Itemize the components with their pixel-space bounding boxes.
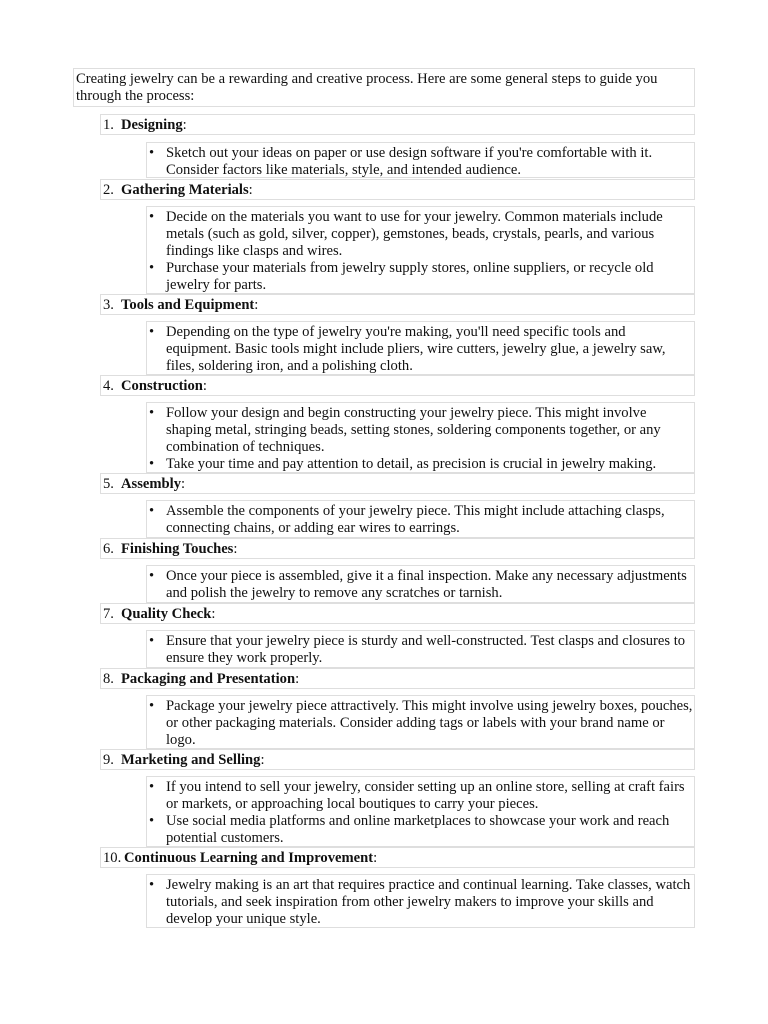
- step-title: Designing: [121, 117, 183, 133]
- step-title: Assembly: [121, 476, 181, 492]
- step-number: 3.: [103, 297, 114, 313]
- bullet-list: [146, 776, 695, 847]
- step-title: Gathering Materials: [121, 182, 249, 198]
- bullet-list: [146, 142, 695, 178]
- step-title: Continuous Learning and Improvement: [124, 850, 374, 866]
- step-heading: 7. Quality Check:: [100, 603, 695, 624]
- bullet-item: • Decide on the materials you want to use for your jewelry. Common materials include metals (such as gold, silver, copper), gemstones, beads, crystals, pearls, and various findings like clasps and wires.: [147, 209, 694, 260]
- step-number: 10.: [103, 850, 122, 866]
- step-title: Packaging and Presentation: [121, 671, 296, 687]
- bullet-item: • Sketch out your ideas on paper or use design software if you're comfortable with it. Consider factors like materials, style, and intended audience.: [147, 145, 694, 179]
- step-title: Construction: [121, 378, 203, 394]
- step-number: 6.: [103, 541, 114, 557]
- bullet-item: • Take your time and pay attention to detail, as precision is crucial in jewelry making.: [147, 456, 694, 473]
- bullet-list: [146, 695, 695, 749]
- step-heading: 5. Assembly:: [100, 473, 695, 494]
- bullet-item: • Depending on the type of jewelry you're making, you'll need specific tools and equipment. Basic tools might include pliers, wire cutters, jewelry glue, a jewelry saw, files, soldering iron, and a polishing cloth.: [147, 324, 694, 375]
- bullet-list: [146, 874, 695, 928]
- step-heading: 1. Designing:: [100, 114, 695, 135]
- step-title: Tools and Equipment: [121, 297, 255, 313]
- bullet-list: [146, 630, 695, 668]
- step-title: Marketing and Selling: [121, 752, 261, 768]
- bullet-item: • Assemble the components of your jewelry piece. This might include attaching clasps, connecting chains, or adding ear wires to earrings.: [147, 503, 694, 537]
- step-number: 9.: [103, 752, 114, 768]
- step-number: 8.: [103, 671, 114, 687]
- step-number: 2.: [103, 182, 114, 198]
- bullet-item: • Follow your design and begin constructing your jewelry piece. This might involve shaping metal, stringing beads, setting stones, soldering components together, or any combination of techniques.: [147, 405, 694, 456]
- bullet-item: • Jewelry making is an art that requires practice and continual learning. Take classes, watch tutorials, and seek inspiration from other jewelry makers to improve your skills and develop your unique style.: [147, 877, 694, 928]
- step-heading: 8. Packaging and Presentation:: [100, 668, 695, 689]
- step-number: 1.: [103, 117, 114, 133]
- bullet-item: • If you intend to sell your jewelry, consider setting up an online store, selling at craft fairs or markets, or approaching local boutiques to carry your pieces.: [147, 779, 694, 813]
- step-heading: 2. Gathering Materials:: [100, 179, 695, 200]
- step-heading: 10. Continuous Learning and Improvement:: [100, 847, 695, 868]
- bullet-item: • Once your piece is assembled, give it a final inspection. Make any necessary adjustments and polish the jewelry to remove any scratches or tarnish.: [147, 568, 694, 602]
- bullet-list: [146, 500, 695, 538]
- bullet-item: • Package your jewelry piece attractively. This might involve using jewelry boxes, pouches, or other packaging materials. Consider adding tags or labels with your brand name or logo.: [147, 698, 694, 749]
- bullet-list: [146, 402, 695, 473]
- step-title: Finishing Touches: [121, 541, 234, 557]
- step-heading: 4. Construction:: [100, 375, 695, 396]
- step-heading: 9. Marketing and Selling:: [100, 749, 695, 770]
- step-heading: 6. Finishing Touches:: [100, 538, 695, 559]
- bullet-item: • Ensure that your jewelry piece is sturdy and well-constructed. Test clasps and closures to ensure they work properly.: [147, 633, 694, 667]
- step-number: 4.: [103, 378, 114, 394]
- step-title: Quality Check: [121, 606, 212, 622]
- step-number: 5.: [103, 476, 114, 492]
- bullet-item: • Use social media platforms and online marketplaces to showcase your work and reach potential customers.: [147, 813, 694, 847]
- step-heading: 3. Tools and Equipment:: [100, 294, 695, 315]
- step-number: 7.: [103, 606, 114, 622]
- bullet-list: [146, 565, 695, 603]
- bullet-list: [146, 321, 695, 375]
- bullet-item: • Purchase your materials from jewelry supply stores, online suppliers, or recycle old jewelry for parts.: [147, 260, 694, 294]
- intro-paragraph: Creating jewelry can be a rewarding and creative process. Here are some general steps to guide you through the process:: [73, 68, 695, 107]
- bullet-list: [146, 206, 695, 294]
